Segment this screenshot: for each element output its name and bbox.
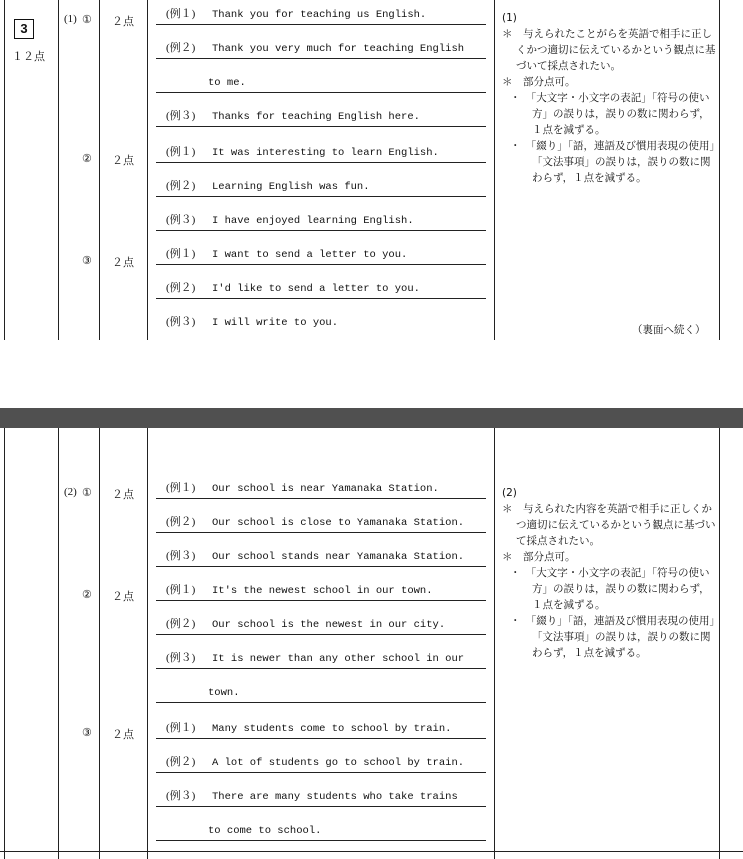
example-label: (例１): [166, 722, 196, 734]
example-label: (例３): [166, 790, 196, 802]
grading-notes: [502, 485, 716, 661]
item-points: ２点: [112, 257, 134, 269]
part-label: (2): [64, 486, 77, 498]
answer-line: [156, 276, 486, 299]
answer-text: Thanks for teaching English here.: [212, 111, 420, 123]
notes-label: (1): [502, 12, 517, 24]
grid-line: [147, 0, 148, 340]
answer-text: to me.: [208, 77, 246, 89]
grid-line: [4, 0, 5, 340]
answer-text: I have enjoyed learning English.: [212, 215, 414, 227]
example-label: (例１): [166, 482, 196, 494]
answer-key-panel-bottom: [0, 428, 743, 859]
answer-line: [156, 646, 486, 669]
answer-key-panel-top: [0, 0, 743, 340]
answer-text: Many students come to school by train.: [212, 723, 452, 735]
continue-note: （裏面へ続く）: [632, 324, 706, 336]
answer-line: [156, 476, 486, 499]
answer-line: [156, 510, 486, 533]
item-mark: ①: [82, 487, 92, 499]
item-mark: ③: [82, 727, 92, 739]
item-mark: ②: [82, 589, 92, 601]
example-label: (例２): [166, 282, 196, 294]
grid-line: [147, 428, 148, 859]
answer-line: [156, 2, 486, 25]
answer-text: Our school is the newest in our city.: [212, 619, 446, 631]
grid-line: [99, 0, 100, 340]
answer-line: [156, 104, 486, 127]
example-label: (例２): [166, 756, 196, 768]
example-label: (例３): [166, 550, 196, 562]
answer-line: [156, 140, 486, 163]
answer-line: [156, 242, 486, 265]
answer-text: Our school is near Yamanaka Station.: [212, 483, 439, 495]
question-number: 3: [14, 19, 34, 39]
example-label: (例３): [166, 316, 196, 328]
item-points: ２点: [112, 591, 134, 603]
grid-line: [494, 0, 495, 340]
example-label: (例２): [166, 618, 196, 630]
example-label: (例３): [166, 652, 196, 664]
note-star: ＊ 与えられた内容を英語で相手に正しくかつ適切に伝えているかという観点に基づいて採点されたい。: [502, 503, 716, 547]
answer-text: Thank you for teaching us English.: [212, 9, 427, 21]
grid-line: [58, 428, 59, 859]
answer-text: It is newer than any other school in our: [212, 653, 465, 665]
example-label: (例１): [166, 584, 196, 596]
grid-line: [719, 428, 720, 859]
item-mark: ②: [82, 153, 92, 165]
answer-line: [156, 750, 486, 773]
answer-line: [156, 784, 486, 807]
answer-line: [156, 36, 486, 59]
example-label: (例２): [166, 516, 196, 528]
notes-label: (2): [502, 487, 517, 499]
answer-line: [156, 70, 486, 93]
answer-text: town.: [208, 687, 240, 699]
item-mark: ①: [82, 14, 92, 26]
grid-line: [494, 428, 495, 859]
answer-text: I want to send a letter to you.: [212, 249, 408, 261]
part-label: (1): [64, 13, 77, 25]
example-label: (例３): [166, 214, 196, 226]
answer-line: [156, 680, 486, 703]
answer-text: There are many students who take trains: [212, 791, 458, 803]
answer-text: Learning English was fun.: [212, 181, 370, 193]
note-bullet: ・ 「綴り」「語，連語及び慣用表現の使用」「文法事項」の誤りは，誤りの数に関わらず，１点を減ずる。: [510, 615, 715, 659]
total-points: １２点: [12, 51, 45, 63]
item-mark: ③: [82, 255, 92, 267]
grid-line: [99, 428, 100, 859]
answer-line: [156, 578, 486, 601]
answer-line: [156, 716, 486, 739]
grid-line: [58, 0, 59, 340]
answer-text: It was interesting to learn English.: [212, 147, 439, 159]
answer-text: to come to school.: [208, 825, 322, 837]
answer-line: [156, 310, 486, 332]
example-label: (例１): [166, 146, 196, 158]
answer-line: [156, 544, 486, 567]
answer-text: Our school is close to Yamanaka Station.: [212, 517, 465, 529]
answer-text: A lot of students go to school by train.: [212, 757, 465, 769]
answer-text: Our school stands near Yamanaka Station.: [212, 551, 465, 563]
item-points: ２点: [112, 155, 134, 167]
answer-text: It's the newest school in our town.: [212, 585, 433, 597]
answer-line: [156, 818, 486, 841]
answer-line: [156, 174, 486, 197]
grid-line: [0, 851, 743, 852]
note-star: ＊ 部分点可。: [502, 76, 576, 88]
answer-line: [156, 612, 486, 635]
note-star: ＊ 与えられたことがらを英語で相手に正しくかつ適切に伝えているかという観点に基づいて採点されたい。: [502, 28, 716, 72]
grading-notes: [502, 10, 716, 186]
answer-text: I'd like to send a letter to you.: [212, 283, 420, 295]
note-bullet: ・ 「綴り」「語，連語及び慣用表現の使用」「文法事項」の誤りは，誤りの数に関わらず，１点を減ずる。: [510, 140, 715, 184]
note-star: ＊ 部分点可。: [502, 551, 576, 563]
answer-text: I will write to you.: [212, 317, 339, 329]
item-points: ２点: [112, 729, 134, 741]
example-label: (例１): [166, 248, 196, 260]
example-label: (例１): [166, 8, 196, 20]
answer-line: [156, 208, 486, 231]
note-bullet: ・ 「大文字・小文字の表記」「符号の使い方」の誤りは，誤りの数に関わらず，１点を減ずる。: [510, 567, 710, 611]
page-divider: [0, 408, 743, 428]
answer-text: Thank you very much for teaching English: [212, 43, 465, 55]
grid-line: [719, 0, 720, 340]
grid-line: [4, 428, 5, 859]
example-label: (例２): [166, 42, 196, 54]
item-points: ２点: [112, 489, 134, 501]
example-label: (例３): [166, 110, 196, 122]
item-points: ２点: [112, 16, 134, 28]
note-bullet: ・ 「大文字・小文字の表記」「符号の使い方」の誤りは，誤りの数に関わらず，１点を減ずる。: [510, 92, 710, 136]
example-label: (例２): [166, 180, 196, 192]
